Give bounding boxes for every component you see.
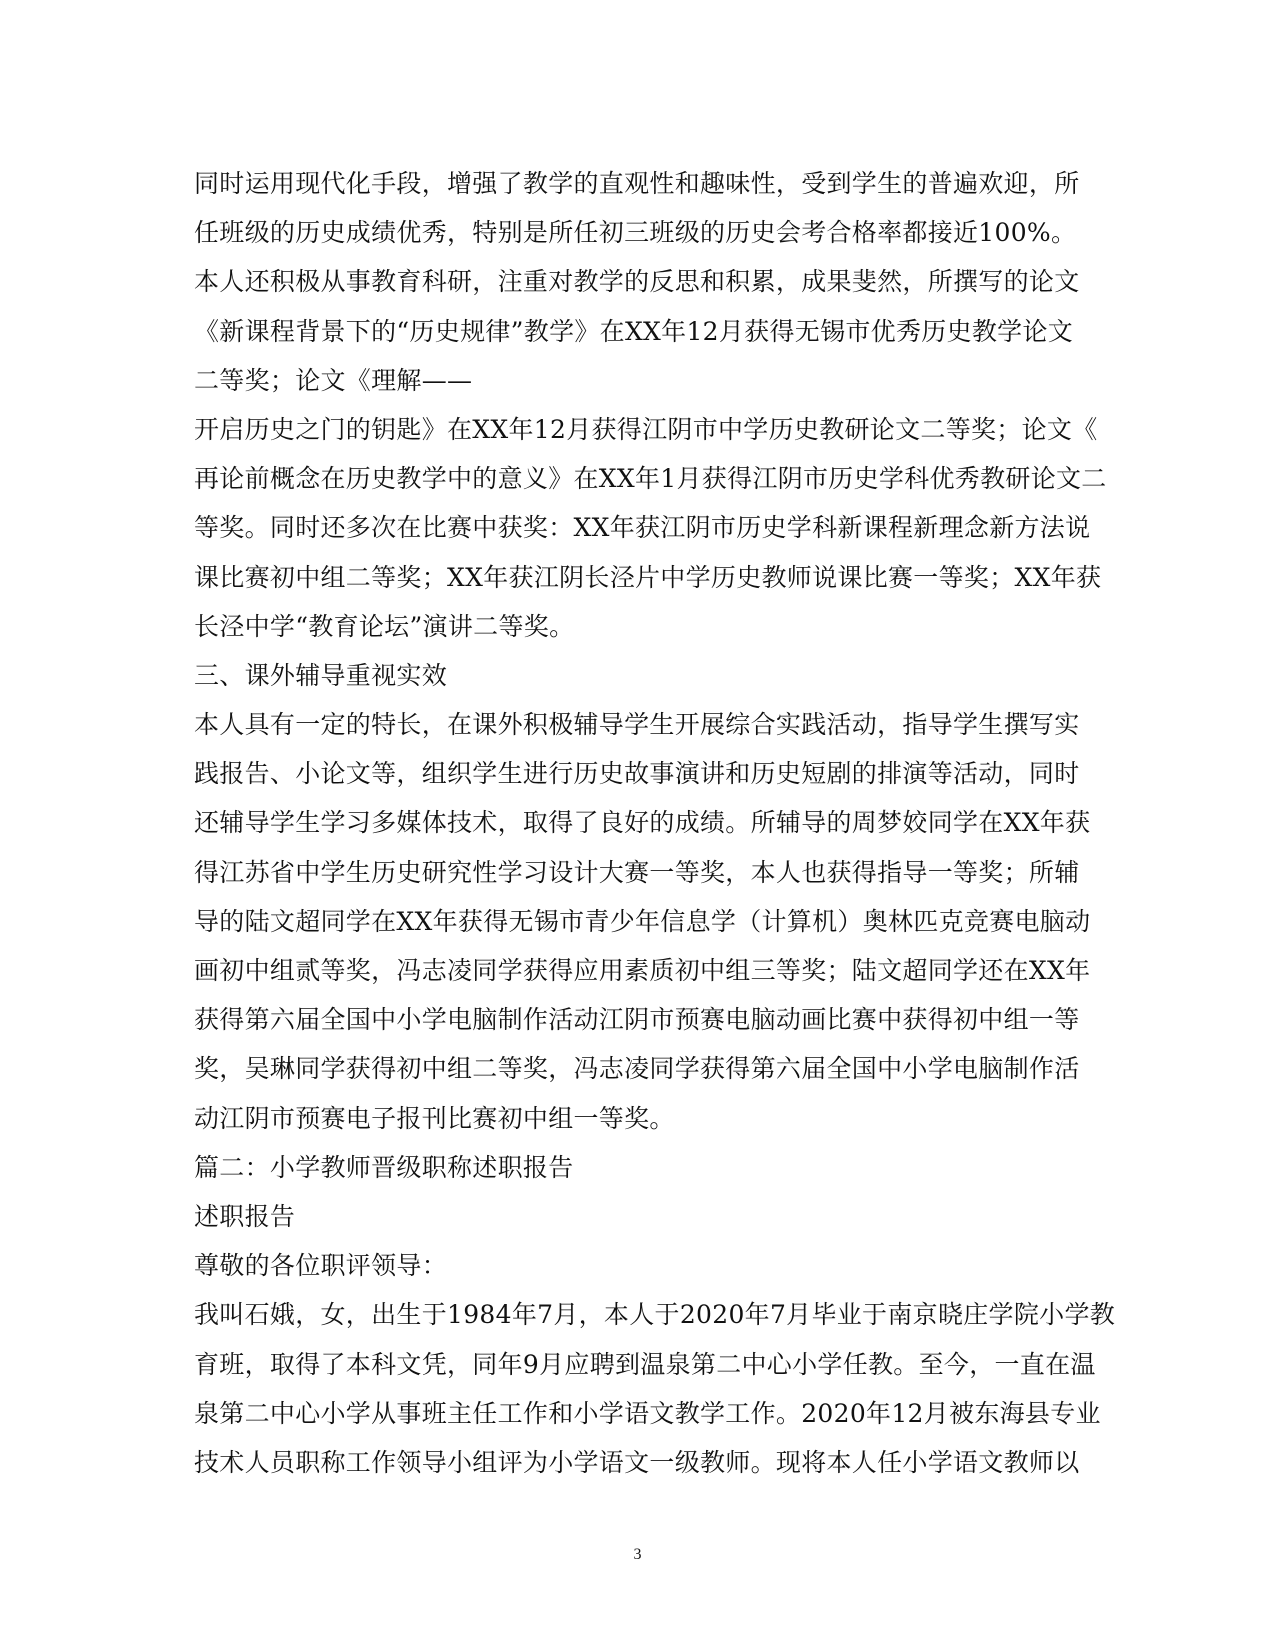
text-line: 二等奖；论文《理解—— [194,365,473,395]
text-line: 本人具有一定的特长，在课外积极辅导学生开展综合实践活动，指导学生撰写实 [194,710,1080,740]
text-line: 技术人员职称工作领导小组评为小学语文一级教师。现将本人任小学语文教师以 [194,1447,1080,1477]
text-line: 动江阴市预赛电子报刊比赛初中组一等奖。 [194,1103,675,1133]
text-line: 获得第六届全国中小学电脑制作活动江阴市预赛电脑动画比赛中获得初中组一等 [194,1005,1080,1035]
text-line: 长泾中学“教育论坛”演讲二等奖。 [194,611,575,641]
salutation: 尊敬的各位职评领导： [194,1251,448,1281]
text-line: 任班级的历史成绩优秀，特别是所任初三班级的历史会考合格率都接近100%。 [194,218,1077,248]
text-line: 《新课程背景下的“历史规律”教学》在XX年12月获得无锡市优秀历史教学论文 [194,316,1074,346]
section-heading: 三、课外辅导重视实效 [194,660,448,690]
text-line: 同时运用现代化手段，增强了教学的直观性和趣味性，受到学生的普遍欢迎，所 [194,169,1080,198]
text-line: 泉第二中心小学从事班主任工作和小学语文教学工作。2020年12月被东海县专业 [194,1398,1101,1428]
chapter-heading: 篇二：小学教师晋级职称述职报告 [194,1152,574,1182]
text-line: 开启历史之门的钥匙》在XX年12月获得江阴市中学历史教研论文二等奖；论文《 [194,414,1098,444]
page-number: 3 [633,1546,642,1563]
text-line: 课比赛初中组二等奖；XX年获江阴长泾片中学历史教师说课比赛一等奖；XX年获 [194,562,1102,592]
report-title: 述职报告 [194,1201,296,1231]
text-line: 得江苏省中学生历史研究性学习设计大赛一等奖，本人也获得指导一等奖；所辅 [194,857,1080,887]
text-line: 奖，吴琳同学获得初中组二等奖，冯志凌同学获得第六届全国中小学电脑制作活 [194,1054,1080,1084]
text-line: 本人还积极从事教育科研，注重对教学的反思和积累，成果斐然，所撰写的论文 [194,267,1080,297]
body-text [194,159,1116,1487]
text-line: 育班，取得了本科文凭，同年9月应聘到温泉第二中心小学任教。至今，一直在温 [194,1349,1096,1379]
text-line: 再论前概念在历史教学中的意义》在XX年1月获得江阴市历史学科优秀教研论文二 [194,464,1107,494]
text-line: 我叫石娥，女，出生于1984年7月，本人于2020年7月毕业于南京晓庄学院小学教 [194,1300,1116,1330]
text-line: 践报告、小论文等，组织学生进行历史故事演讲和历史短剧的排演等活动，同时 [194,759,1080,789]
text-line: 还辅导学生学习多媒体技术，取得了良好的成绩。所辅导的周梦姣同学在XX年获 [194,808,1091,838]
text-line: 等奖。同时还多次在比赛中获奖：XX年获江阴市历史学科新课程新理念新方法说 [194,513,1091,543]
text-line: 导的陆文超同学在XX年获得无锡市青少年信息学（计算机）奥林匹克竞赛电脑动 [194,906,1091,936]
text-line: 画初中组贰等奖，冯志凌同学获得应用素质初中组三等奖；陆文超同学还在XX年 [194,956,1091,985]
